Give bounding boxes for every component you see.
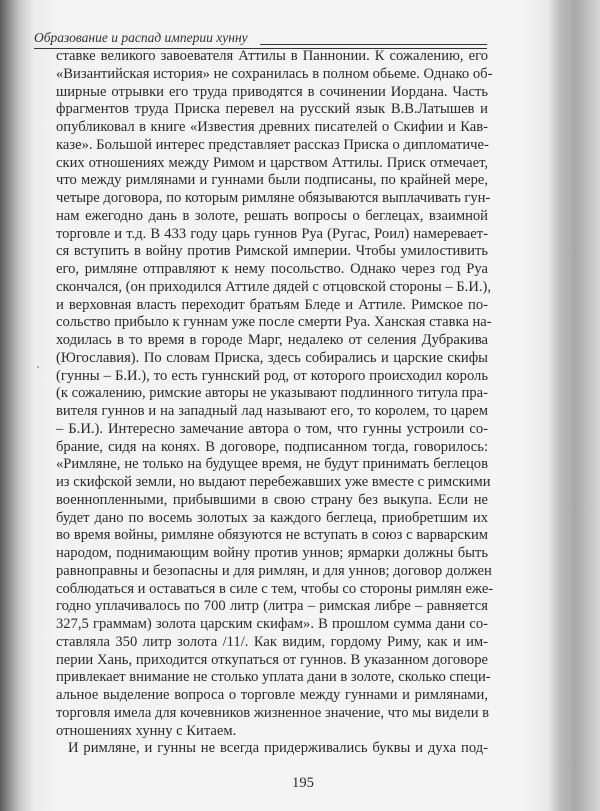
text-line: четыре договора, по которым римляне обязываются выплачивать гун- [56, 190, 491, 206]
text-line: 327,5 граммам) золота царским скифам». В прошлом сумма дани со- [56, 616, 488, 632]
text-line: и верховная власть переходит братьям Бледе и Аттиле. Римское по- [56, 296, 488, 313]
text-line: во время войны, римляне обязуются не вступать в союз с варварским [56, 527, 488, 544]
text-line: из скифской земли, но выдают перебежавших уже вместе с римскими [56, 474, 491, 490]
text-line: будет дано по восемь золотых за каждого беглеца, приобретшим их [56, 509, 488, 526]
text-line: (гунны – Б.И.), то есть гуннский род, от которого происходил король [56, 367, 488, 384]
text-line: что между римлянами и гуннами были подписаны, по крайней мере, [56, 172, 488, 189]
text-line: соблюдаться и оставаться в силе с тем, чтобы со стороны римлян еже- [56, 580, 494, 597]
body-text [56, 48, 494, 758]
header-rule [260, 44, 487, 45]
text-line: опубликовал в книге «Известия древних писателей о Скифии и Кав- [56, 119, 488, 135]
text-line: альное выделение вопроса о торговле между гуннами и римлянами, [56, 687, 488, 703]
running-title: Образование и распад империи хунну [34, 30, 248, 45]
text-line: нам ежегодно дань в золоте, решать вопросы о беглецах, взаимной [56, 207, 488, 224]
text-line: народом, поднимающим войну против уннов; ярмарки должны быть [56, 545, 488, 561]
text-line: (к сожалению, римские авторы не указывают подлинного титула пра- [56, 385, 488, 402]
text-line: годно уплачивалось по 700 литр (литра – римская либре – равняется [56, 598, 488, 615]
text-line: торговля имела для кочевников жизненное значение, что мы видели в [56, 704, 490, 721]
text-line: (Югославия). По словам Приска, здесь собирались и царские скифы [56, 349, 488, 366]
text-line: ширные отрывки его труда приводятся в сочинении Иордана. Часть [56, 83, 488, 100]
scan-speck [37, 366, 39, 368]
text-line: фрагментов труда Приска перевел на русский язык В.В.Латышев и [56, 101, 488, 118]
text-line: – Б.И.). Интересно замечание автора о том, что гунны устроили со- [56, 420, 488, 437]
text-line: равноправны и безопасны и для римлян, и для уннов; договор должен [56, 562, 492, 579]
text-line: ходилась в то время в городе Марг, недалеко от селения Дубракива [56, 332, 488, 348]
running-header [34, 30, 487, 48]
text-line: «Римляне, не только на будущее время, не будут принимать беглецов [56, 456, 488, 473]
text-line: привлекает внимание не столько уплата дани в золоте, сколько специ- [56, 669, 491, 686]
text-line: брание, сидя на конях. В договоре, подписанном тогда, говорилось: [56, 438, 488, 455]
page-number: 195 [292, 775, 314, 791]
text-line: перии Хань, приходится откупаться от гуннов. В указанном договоре [56, 651, 488, 668]
text-line: отношениях хунну с Китаем. [56, 722, 237, 739]
text-line: казе». Большой интерес представляет рассказ Приска о дипломатиче- [56, 136, 489, 153]
text-line: его, римляне отправляют к нему посольство. Однако через год Руа [56, 261, 488, 277]
text-line: скончался, (он приходился Аттиле дядей с отцовской стороны – Б.И.), [56, 278, 492, 295]
text-line: торговле и т.д. В 433 году царь гуннов Руа (Ругас, Роил) намеревает- [56, 225, 488, 242]
text-line: ся вступить в войну против Римской империи. Чтобы умилостивить [56, 243, 488, 260]
text-line: ских отношениях между Римом и царством Аттилы. Приск отмечает, [56, 154, 488, 171]
text-line: ставляла 350 литр золота /11/. Как видим, гордому Риму, как и им- [56, 633, 488, 650]
text-line: ставке великого завоевателя Аттилы в Паннонии. К сожалению, его [56, 48, 488, 64]
text-line: вителя гуннов и на западный лад называют его, то королем, то царем [56, 403, 488, 419]
text-line: сольство прибыло к гуннам уже после смерти Руа. Ханская ставка на- [56, 314, 492, 331]
text-line: «Византийская история» не сохранилась в полном обьеме. Однако об- [56, 65, 493, 82]
text-line: военнопленными, прибывшими в свою страну без выкупа. Если не [56, 491, 488, 508]
text-line: И римляне, и гунны не всегда придерживались буквы и духа под- [68, 740, 488, 757]
